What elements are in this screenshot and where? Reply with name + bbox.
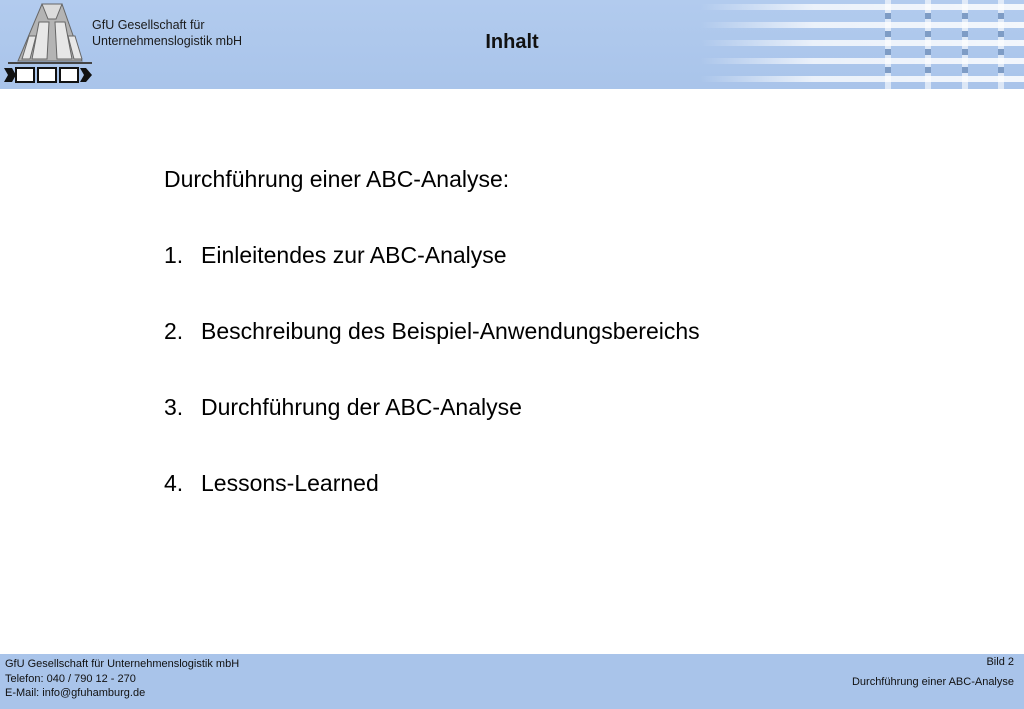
content-intro: Durchführung einer ABC-Analyse: [164,166,510,192]
footer-contact [5,657,239,701]
agenda-item-number: 3. [164,394,184,420]
footer-bar [0,654,1024,709]
agenda-item-number: 1. [164,242,184,268]
footer-phone: Telefon: 040 / 790 12 - 270 [5,672,136,685]
agenda-item-label: Lessons-Learned [201,470,379,496]
slide-content [164,160,700,540]
footer-slide-info [852,655,1014,689]
agenda-item [164,388,700,426]
agenda-item-number: 2. [164,318,184,344]
decorative-grid-pattern [700,0,1024,89]
footer-email: E-Mail: info@gfuhamburg.de [5,687,146,699]
header-bar [0,0,1024,89]
agenda-item [164,312,700,350]
footer-company: GfU Gesellschaft für Unternehmenslogistik mbH [5,658,240,670]
agenda-item [164,464,700,502]
company-name-line-1: GfU Gesellschaft für [92,18,205,32]
company-name-line-2: Unternehmenslogistik mbH [92,34,243,48]
slide-number: Bild 2 [986,656,1014,668]
agenda-item [164,236,700,274]
page-title: Inhalt [485,31,539,53]
agenda-item-label: Durchführung der ABC-Analyse [201,394,522,420]
agenda-item-label: Einleitendes zur ABC-Analyse [201,242,507,268]
footer-topic: Durchführung einer ABC-Analyse [851,675,1014,688]
agenda-list [164,236,700,502]
agenda-item-label: Beschreibung des Beispiel-Anwendungsbereichs [201,318,700,344]
agenda-item-number: 4. [164,470,184,496]
